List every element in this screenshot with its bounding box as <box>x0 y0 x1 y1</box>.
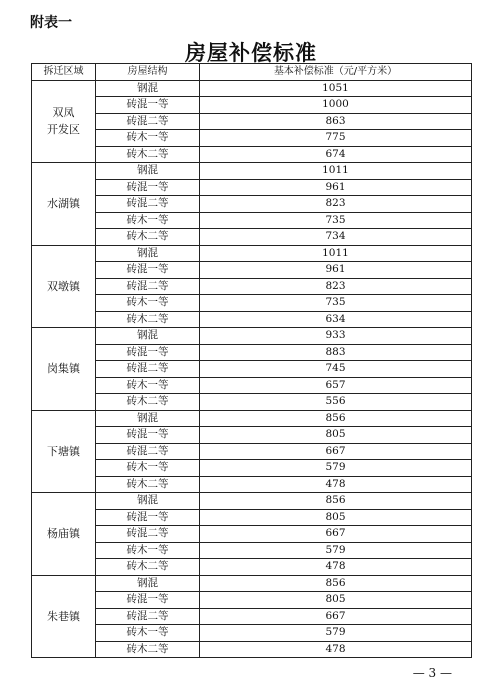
structure-cell: 砖木一等 <box>96 542 200 559</box>
standard-value-cell: 823 <box>200 278 472 295</box>
standard-value-cell: 674 <box>200 146 472 163</box>
table-row <box>32 113 472 130</box>
structure-cell: 砖混一等 <box>96 262 200 279</box>
structure-cell: 砖木一等 <box>96 460 200 477</box>
structure-cell: 砖混一等 <box>96 427 200 444</box>
table-row <box>32 476 472 493</box>
standard-value-cell: 579 <box>200 542 472 559</box>
standard-value-cell: 735 <box>200 295 472 312</box>
structure-cell: 砖混二等 <box>96 196 200 213</box>
table-row <box>32 97 472 114</box>
header-structure: 房屋结构 <box>96 64 200 81</box>
structure-cell: 砖木二等 <box>96 641 200 658</box>
standard-value-cell: 961 <box>200 179 472 196</box>
standard-value-cell: 805 <box>200 509 472 526</box>
structure-cell: 砖混二等 <box>96 526 200 543</box>
structure-cell: 砖木一等 <box>96 130 200 147</box>
structure-cell: 砖木二等 <box>96 229 200 246</box>
table-row <box>32 212 472 229</box>
structure-cell: 钢混 <box>96 328 200 345</box>
table-row <box>32 80 472 97</box>
standard-value-cell: 775 <box>200 130 472 147</box>
structure-cell: 砖木一等 <box>96 295 200 312</box>
table-row <box>32 509 472 526</box>
table-row <box>32 278 472 295</box>
structure-cell: 钢混 <box>96 163 200 180</box>
district-cell: 下塘镇 <box>32 410 96 493</box>
table-row <box>32 311 472 328</box>
table-row <box>32 559 472 576</box>
compensation-table <box>31 63 472 658</box>
standard-value-cell: 856 <box>200 493 472 510</box>
table-row <box>32 229 472 246</box>
structure-cell: 砖木二等 <box>96 394 200 411</box>
standard-value-cell: 634 <box>200 311 472 328</box>
standard-value-cell: 735 <box>200 212 472 229</box>
standard-value-cell: 823 <box>200 196 472 213</box>
standard-value-cell: 478 <box>200 641 472 658</box>
table-row <box>32 625 472 642</box>
district-cell: 水湖镇 <box>32 163 96 246</box>
table-row <box>32 163 472 180</box>
district-cell: 双凤 开发区 <box>32 80 96 163</box>
document-title: 房屋补偿标准 <box>185 40 317 65</box>
standard-value-cell: 478 <box>200 476 472 493</box>
standard-value-cell: 805 <box>200 592 472 609</box>
structure-cell: 钢混 <box>96 410 200 427</box>
table-row <box>32 641 472 658</box>
appendix-label: 附表一 <box>30 15 72 31</box>
table-row <box>32 526 472 543</box>
structure-cell: 砖混一等 <box>96 509 200 526</box>
table-row <box>32 262 472 279</box>
structure-cell: 砖混一等 <box>96 97 200 114</box>
table-row <box>32 394 472 411</box>
table-row <box>32 460 472 477</box>
standard-value-cell: 667 <box>200 443 472 460</box>
table-row <box>32 344 472 361</box>
district-cell: 杨庙镇 <box>32 493 96 576</box>
standard-value-cell: 579 <box>200 460 472 477</box>
standard-value-cell: 961 <box>200 262 472 279</box>
structure-cell: 钢混 <box>96 80 200 97</box>
structure-cell: 砖木一等 <box>96 377 200 394</box>
table-row <box>32 575 472 592</box>
table-row <box>32 542 472 559</box>
standard-value-cell: 863 <box>200 113 472 130</box>
table-row <box>32 179 472 196</box>
table-row <box>32 146 472 163</box>
standard-value-cell: 1000 <box>200 97 472 114</box>
table-row <box>32 427 472 444</box>
structure-cell: 钢混 <box>96 493 200 510</box>
standard-value-cell: 734 <box>200 229 472 246</box>
table-row <box>32 608 472 625</box>
structure-cell: 砖混二等 <box>96 608 200 625</box>
standard-value-cell: 933 <box>200 328 472 345</box>
structure-cell: 砖混一等 <box>96 179 200 196</box>
structure-cell: 砖木二等 <box>96 476 200 493</box>
table-row <box>32 295 472 312</box>
table-row <box>32 410 472 427</box>
table-row <box>32 245 472 262</box>
table-row <box>32 443 472 460</box>
standard-value-cell: 478 <box>200 559 472 576</box>
district-cell: 双墩镇 <box>32 245 96 328</box>
structure-cell: 砖混一等 <box>96 344 200 361</box>
structure-cell: 钢混 <box>96 575 200 592</box>
district-cell: 岗集镇 <box>32 328 96 411</box>
header-standard: 基本补偿标准（元/平方米） <box>200 64 472 81</box>
standard-value-cell: 667 <box>200 608 472 625</box>
table-row <box>32 361 472 378</box>
table-row <box>32 377 472 394</box>
standard-value-cell: 1011 <box>200 245 472 262</box>
standard-value-cell: 1051 <box>200 80 472 97</box>
structure-cell: 砖混一等 <box>96 592 200 609</box>
standard-value-cell: 667 <box>200 526 472 543</box>
standard-value-cell: 883 <box>200 344 472 361</box>
table-header-row <box>32 64 472 81</box>
structure-cell: 砖木二等 <box>96 311 200 328</box>
standard-value-cell: 856 <box>200 575 472 592</box>
structure-cell: 砖木二等 <box>96 146 200 163</box>
page-number: — 3 — <box>412 666 452 680</box>
table-row <box>32 493 472 510</box>
district-cell: 朱巷镇 <box>32 575 96 658</box>
table-row <box>32 592 472 609</box>
structure-cell: 砖混二等 <box>96 278 200 295</box>
standard-value-cell: 805 <box>200 427 472 444</box>
header-district: 拆迁区域 <box>32 64 96 81</box>
structure-cell: 砖木一等 <box>96 212 200 229</box>
standard-value-cell: 745 <box>200 361 472 378</box>
structure-cell: 砖混二等 <box>96 443 200 460</box>
table-row <box>32 328 472 345</box>
structure-cell: 砖混二等 <box>96 113 200 130</box>
table-row <box>32 196 472 213</box>
table-row <box>32 130 472 147</box>
standard-value-cell: 856 <box>200 410 472 427</box>
standard-value-cell: 1011 <box>200 163 472 180</box>
standard-value-cell: 657 <box>200 377 472 394</box>
structure-cell: 砖混二等 <box>96 361 200 378</box>
structure-cell: 砖木一等 <box>96 625 200 642</box>
structure-cell: 钢混 <box>96 245 200 262</box>
standard-value-cell: 556 <box>200 394 472 411</box>
structure-cell: 砖木二等 <box>96 559 200 576</box>
standard-value-cell: 579 <box>200 625 472 642</box>
